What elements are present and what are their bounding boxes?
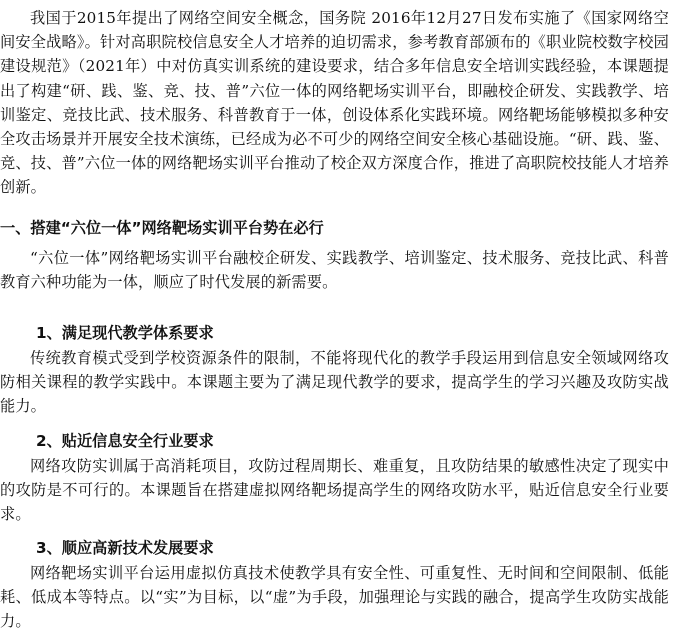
subsection-2-heading: 2、贴近信息安全行业要求 <box>36 432 214 450</box>
subsection-3-paragraph: 网络靶场实训平台运用虚拟仿真技术使教学具有安全性、可重复性、无时间和空间限制、低能耗、低成本等特点。以“实”为目标，以“虚”为手段，加强理论与实践的融合，提高学生攻防实战能力。 <box>0 564 669 631</box>
subsection-1-paragraph: 传统教育模式受到学校资源条件的限制，不能将现代化的教学手段运用到信息安全领域网络攻防相关课程的教学实践中。本课题主要为了满足现代教学的要求，提高学生的学习兴趣及攻防实战能力。 <box>0 349 669 416</box>
section-paragraph: “六位一体”网络靶场实训平台融校企研发、实践教学、培训鉴定、技术服务、竞技比武、科普教育六种功能为一体，顺应了时代发展的新需要。 <box>0 249 669 292</box>
section-heading: 一、搭建“六位一体”网络靶场实训平台势在必行 <box>0 219 324 237</box>
subsection-3-heading: 3、顺应高新技术发展要求 <box>36 539 214 557</box>
subsection-1-heading: 1、满足现代教学体系要求 <box>36 324 214 342</box>
subsection-2-paragraph: 网络攻防实训属于高消耗项目，攻防过程周期长、难重复，且攻防结果的敏感性决定了现实中的攻防是不可行的。本课题旨在搭建虚拟网络靶场提高学生的网络攻防水平，贴近信息安全行业要求。 <box>0 457 669 524</box>
intro-paragraph: 我国于2015年提出了网络空间安全概念，国务院 2016年12月27日发布实施了《国家网络空间安全战略》。针对高职院校信息安全人才培养的迫切需求，参考教育部颁布的《职业院校数字校园建设规范》（2021年）中对仿真实训系统的建设要求，结合多年信息安全培训实践经验，本课题提出了构建“研、践、鉴、竞、技、普”六位一体的网络靶场实训平台，即融校企研发、实践教学、培训鉴定、竞技比武、技术服务、科普教育于一体，创设体系化实践环境。网络靶场能够模拟多种安全攻击场景并开展安全技术演练，已经成为必不可少的网络空间安全核心基础设施。“研、践、鉴、竞、技、普”六位一体的网络靶场实训平台推动了校企双方深度合作，推进了高职院校技能人才培养创新。 <box>0 9 669 197</box>
